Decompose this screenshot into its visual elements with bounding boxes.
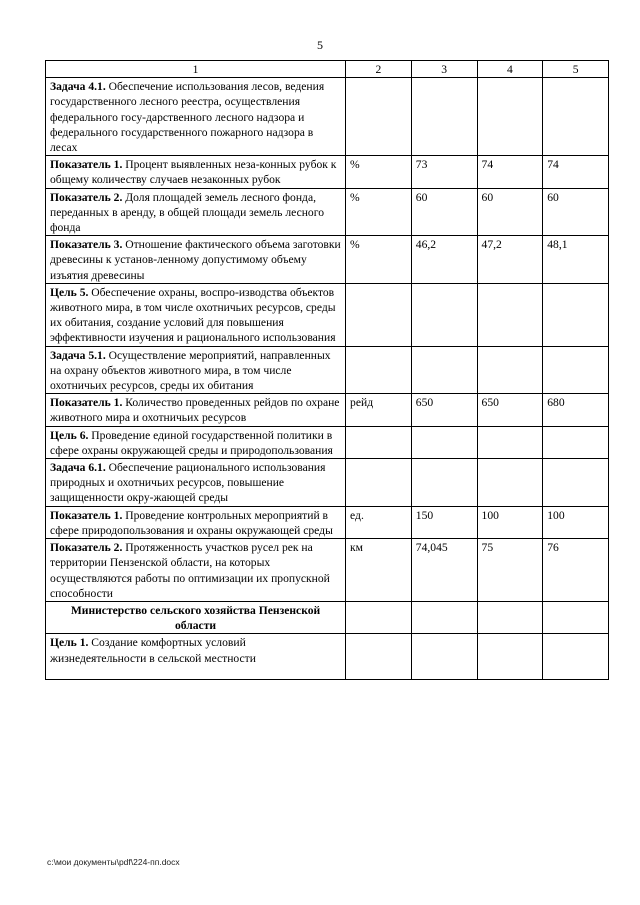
row-lead: Показатель 2.	[50, 541, 123, 555]
unit-cell	[346, 283, 412, 346]
value-cell: 60	[477, 188, 543, 236]
header-cell: 1	[46, 61, 346, 78]
unit-cell: %	[346, 236, 412, 284]
value-cell: 46,2	[411, 236, 477, 284]
header-cell: 4	[477, 61, 543, 78]
row-text: Проведение единой государственной политики в сфере охраны окружающей среды и природопользования	[50, 428, 333, 457]
table-row	[46, 459, 609, 507]
row-text: Проведение контрольных мероприятий в сфере природопользования и охраны окружающей среды	[50, 508, 333, 537]
description-cell	[46, 283, 346, 346]
section-row	[46, 601, 609, 633]
row-text: Обеспечение рационального использования природных и охотничьих ресурсов, повышение защищенности окру-жающей среды	[50, 461, 326, 505]
row-text: Количество проведенных рейдов по охране животного мира и охотничьих ресурсов	[50, 396, 340, 425]
row-lead: Задача 5.1.	[50, 348, 106, 362]
value-cell: 73	[411, 156, 477, 188]
row-lead: Цель 5.	[50, 285, 89, 299]
table-row	[46, 188, 609, 236]
value-cell	[477, 426, 543, 458]
unit-cell	[346, 426, 412, 458]
value-cell: 60	[543, 188, 609, 236]
unit-cell: км	[346, 539, 412, 602]
value-cell	[543, 283, 609, 346]
description-cell	[46, 459, 346, 507]
row-lead: Показатель 2.	[50, 190, 123, 204]
row-lead: Задача 6.1.	[50, 461, 106, 475]
value-cell	[411, 346, 477, 394]
page-number: 5	[317, 38, 323, 52]
value-cell: 74	[477, 156, 543, 188]
table-row	[46, 634, 609, 680]
value-cell: 74	[543, 156, 609, 188]
empty-cell	[411, 601, 477, 633]
value-cell	[477, 346, 543, 394]
unit-cell	[346, 459, 412, 507]
row-text: Доля площадей земель лесного фонда, переданных в аренду, в общей площади земель лесного фонда	[50, 190, 324, 235]
unit-cell: ед.	[346, 506, 412, 538]
description-cell	[46, 236, 346, 284]
value-cell	[543, 346, 609, 394]
unit-cell	[346, 634, 412, 680]
value-cell: 60	[411, 188, 477, 236]
description-cell	[46, 394, 346, 426]
header-cell: 5	[543, 61, 609, 78]
value-cell	[411, 78, 477, 156]
row-lead: Цель 1.	[50, 636, 89, 650]
description-cell	[46, 634, 346, 680]
value-cell	[477, 634, 543, 680]
unit-cell: %	[346, 188, 412, 236]
value-cell	[477, 78, 543, 156]
value-cell: 100	[477, 506, 543, 538]
value-cell: 150	[411, 506, 477, 538]
section-title: Министерство сельского хозяйства Пензенской области	[46, 601, 346, 633]
row-text: Обеспечение использования лесов, ведения государственного лесного реестра, осуществления федерального госу-дарственного лесного надзора и федерального государственного пожарного надзора в лесах	[50, 80, 325, 155]
file-path-footer: c:\мои документы\pdf\224-пп.docx	[47, 857, 180, 867]
value-cell	[543, 78, 609, 156]
unit-cell: рейд	[346, 394, 412, 426]
row-lead: Показатель 1.	[50, 508, 123, 522]
header-cell: 3	[411, 61, 477, 78]
value-cell	[411, 459, 477, 507]
row-text: Осуществление мероприятий, направленных на охрану объектов животного мира, в том числе охотничьих ресурсов, среды их обитания	[50, 348, 331, 393]
unit-cell: %	[346, 156, 412, 188]
empty-cell	[477, 601, 543, 633]
value-cell: 76	[543, 539, 609, 602]
value-cell	[543, 426, 609, 458]
value-cell: 47,2	[477, 236, 543, 284]
value-cell	[543, 459, 609, 507]
row-text: Процент выявленных неза-конных рубок к общему количеству случаев незаконных рубок	[50, 158, 337, 187]
table-row	[46, 346, 609, 394]
row-text: Протяженность участков русел рек на территории Пензенской области, на которых осуществляются работы по оптимизации их пропускной способности	[50, 541, 330, 600]
empty-cell	[543, 601, 609, 633]
value-cell: 680	[543, 394, 609, 426]
header-row	[46, 61, 609, 78]
value-cell: 100	[543, 506, 609, 538]
table-row	[46, 236, 609, 284]
value-cell: 650	[477, 394, 543, 426]
empty-cell	[346, 601, 412, 633]
value-cell	[477, 283, 543, 346]
description-cell	[46, 539, 346, 602]
row-lead: Показатель 1.	[50, 158, 123, 172]
description-cell	[46, 346, 346, 394]
value-cell: 650	[411, 394, 477, 426]
table-row	[46, 426, 609, 458]
value-cell: 75	[477, 539, 543, 602]
table-row	[46, 394, 609, 426]
value-cell	[411, 283, 477, 346]
header-cell: 2	[346, 61, 412, 78]
value-cell: 48,1	[543, 236, 609, 284]
table-row	[46, 539, 609, 602]
row-lead: Показатель 3.	[50, 238, 123, 252]
table-row	[46, 78, 609, 156]
row-text: Отношение фактического объема заготовки древесины к установ-ленному допустимому объему изъятия древесины	[50, 238, 341, 282]
value-cell	[543, 634, 609, 680]
row-lead: Цель 6.	[50, 428, 89, 442]
row-lead: Задача 4.1.	[50, 80, 106, 94]
value-cell	[477, 459, 543, 507]
description-cell	[46, 506, 346, 538]
table-row	[46, 156, 609, 188]
row-text: Обеспечение охраны, воспро-изводства объектов животного мира, в том числе охотничьих ресурсов, среды их обитания, создание условий для повышения эффективности изучения и рационального использования	[50, 285, 336, 345]
description-cell	[46, 78, 346, 156]
row-lead: Показатель 1.	[50, 396, 123, 410]
table-row	[46, 506, 609, 538]
value-cell	[411, 634, 477, 680]
value-cell: 74,045	[411, 539, 477, 602]
row-text: Создание комфортных условий жизнедеятельности в сельской местности	[50, 636, 256, 665]
unit-cell	[346, 78, 412, 156]
unit-cell	[346, 346, 412, 394]
description-cell	[46, 426, 346, 458]
value-cell	[411, 426, 477, 458]
description-cell	[46, 156, 346, 188]
description-cell	[46, 188, 346, 236]
indicators-table	[45, 60, 609, 680]
table-row	[46, 283, 609, 346]
